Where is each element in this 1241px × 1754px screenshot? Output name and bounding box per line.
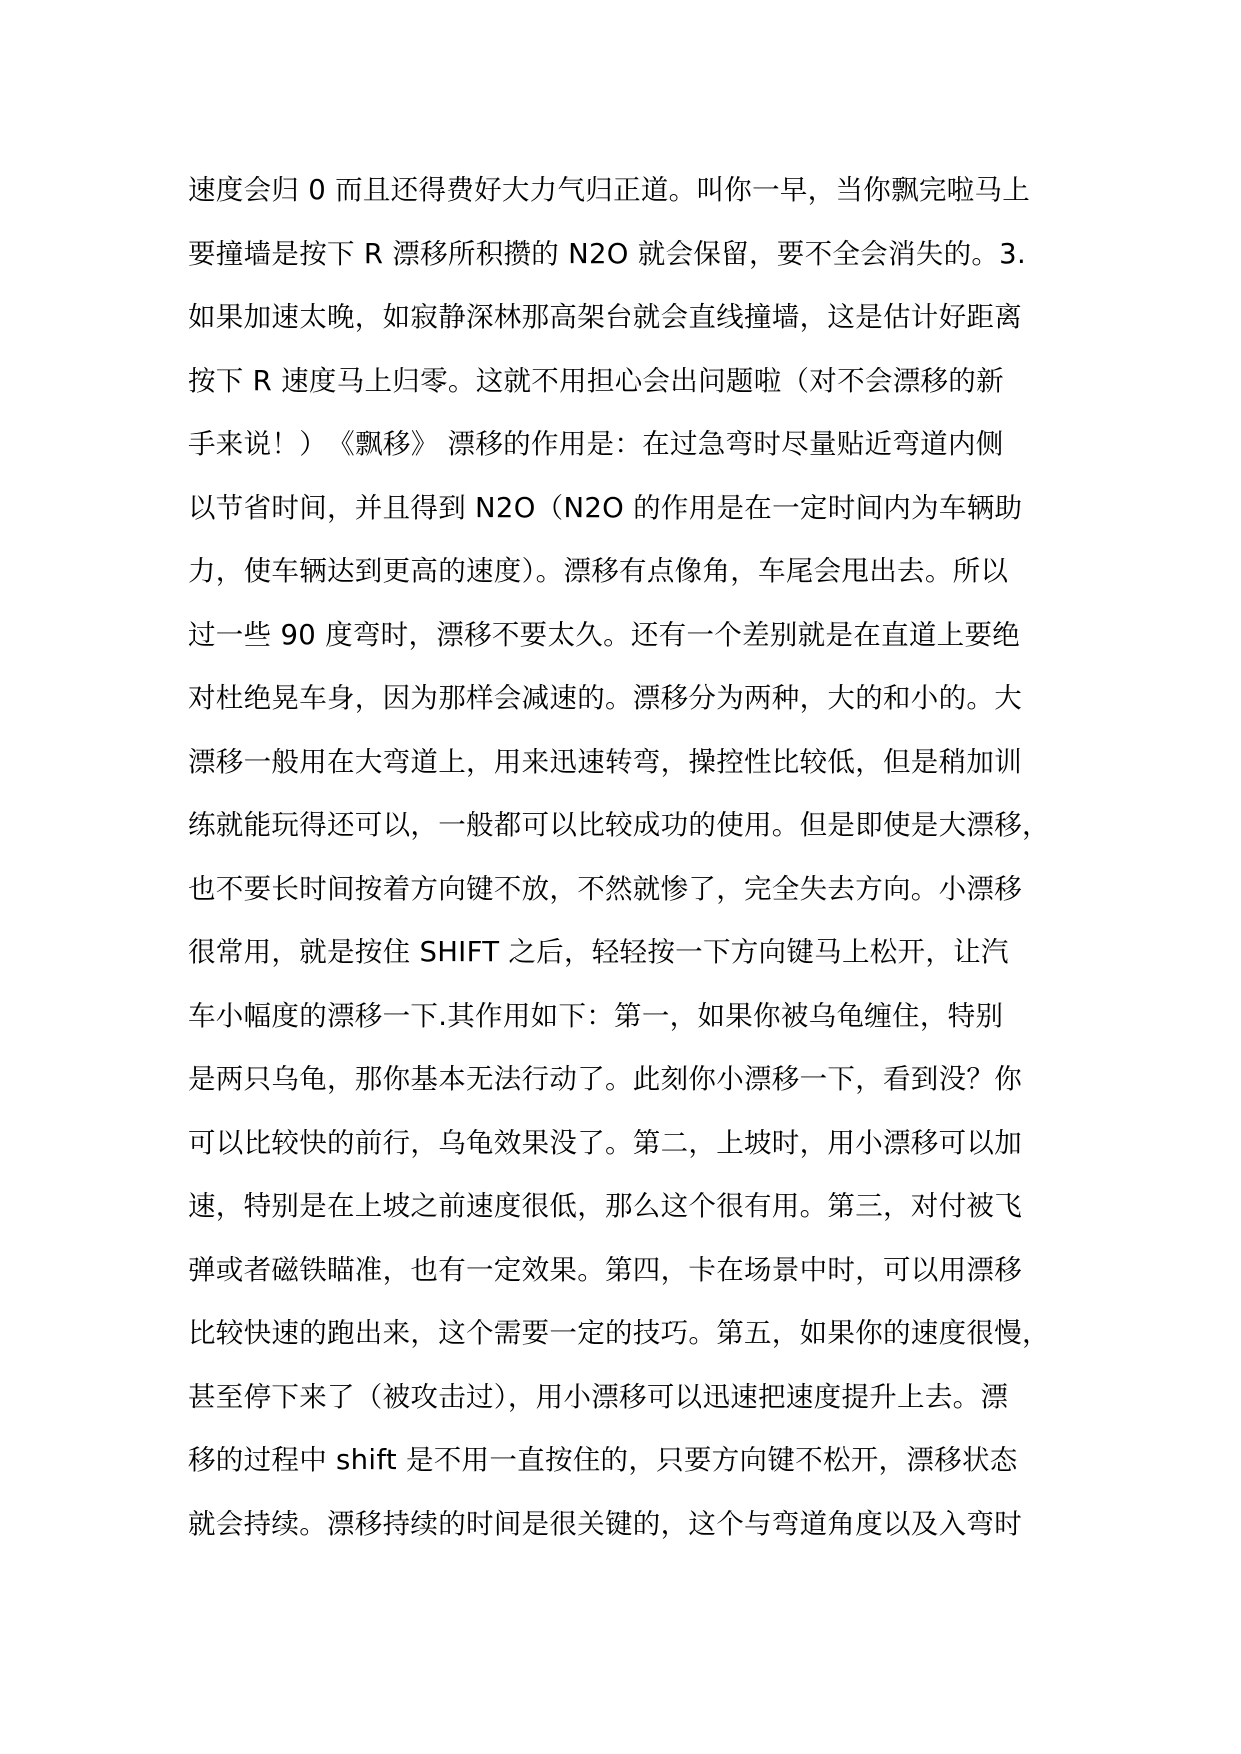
text-line: 车小幅度的漂移一下.其作用如下：第一，如果你被乌龟缠住，特别 xyxy=(188,999,1004,1032)
text-line: 力，使车辆达到更高的速度）。漂移有点像角，车尾会甩出去。所以 xyxy=(188,555,1009,587)
text-line: 很常用，就是按住 SHIFT 之后，轻轻按一下方向键马上松开，让汽 xyxy=(188,936,1009,968)
body-text xyxy=(188,159,1058,1556)
text-line: 速度会归 0 而且还得费好大力气归正道。叫你一早，当你飘完啦马上 xyxy=(188,174,1031,206)
text-line: 对杜绝晃车身，因为那样会减速的。漂移分为两种，大的和小的。大 xyxy=(188,682,1022,714)
text-line: 弹或者磁铁瞄准，也有一定效果。第四，卡在场景中时，可以用漂移 xyxy=(188,1253,1022,1286)
text-line: 速，特别是在上坡之前速度很低，那么这个很有用。第三，对付被飞 xyxy=(188,1190,1022,1222)
text-line: 比较快速的跑出来，这个需要一定的技巧。第五，如果你的速度很慢， xyxy=(188,1317,1050,1349)
text-line: 是两只乌龟，那你基本无法行动了。此刻你小漂移一下，看到没？你 xyxy=(188,1063,1022,1095)
text-line: 过一些 90 度弯时，漂移不要太久。还有一个差别就是在直道上要绝 xyxy=(188,618,1021,651)
text-line: 就会持续。漂移持续的时间是很关键的，这个与弯道角度以及入弯时 xyxy=(188,1507,1022,1540)
text-line: 也不要长时间按着方向键不放，不然就惨了，完全失去方向。小漂移 xyxy=(188,872,1022,905)
text-line: 手来说！） 《飘移》 漂移的作用是：在过急弯时尽量贴近弯道内侧 xyxy=(188,428,1004,460)
text-line: 按下 R 速度马上归零。这就不用担心会出问题啦（对不会漂移的新 xyxy=(188,364,1004,397)
text-line: 如果加速太晚，如寂静深林那高架台就会直线撞墙，这是估计好距离 xyxy=(188,301,1022,333)
text-line: 甚至停下来了（被攻击过），用小漂移可以迅速把速度提升上去。漂 xyxy=(188,1380,1009,1413)
text-line: 可以比较快的前行，乌龟效果没了。第二，上坡时，用小漂移可以加 xyxy=(188,1126,1022,1159)
text-line: 以节省时间，并且得到 N2O（N2O 的作用是在一定时间内为车辆助 xyxy=(188,491,1023,524)
text-line: 练就能玩得还可以，一般都可以比较成功的使用。但是即使是大漂移， xyxy=(188,809,1050,841)
text-line: 移的过程中 shift 是不用一直按住的，只要方向键不松开，漂移状态 xyxy=(188,1444,1018,1476)
text-line: 漂移一般用在大弯道上，用来迅速转弯，操控性比较低，但是稍加训 xyxy=(188,745,1022,778)
text-line: 要撞墙是按下 R 漂移所积攒的 N2O 就会保留，要不全会消失的。3. xyxy=(188,237,1027,270)
